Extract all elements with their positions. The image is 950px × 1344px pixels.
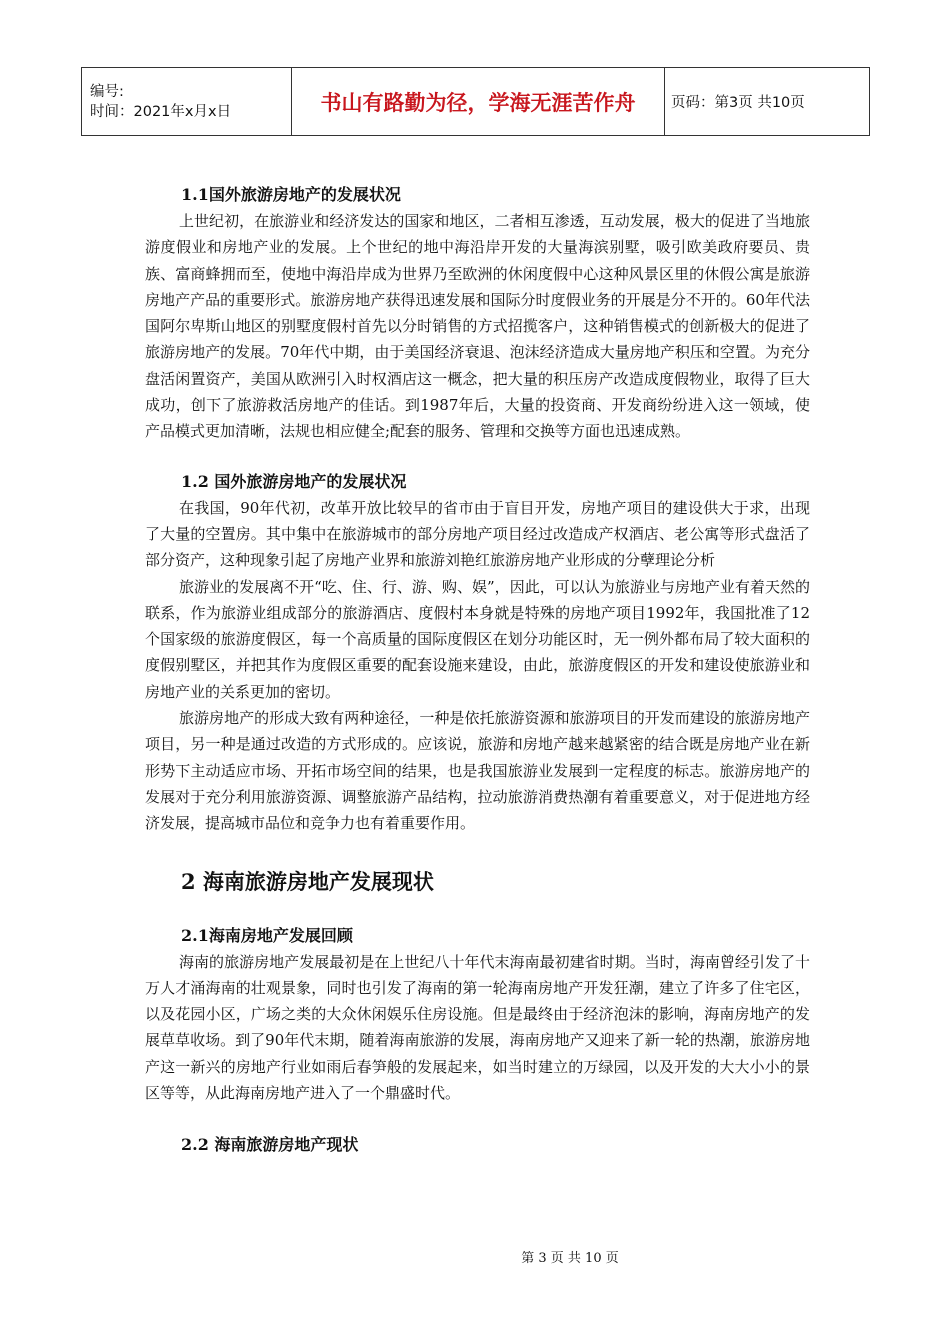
header-motto: 书山有路勤为径，学海无涯苦作舟 — [292, 68, 665, 136]
header-meta-cell — [82, 68, 292, 136]
paragraph: 海南的旅游房地产发展最初是在上世纪八十年代末海南最初建省时期。当时，海南曾经引发了十万人才涌海南的壮观景象，同时也引发了海南的第一轮海南房地产开发狂潮，建立了许多了住宅区，以及花园小区，广场之类的大众休闲娱乐住房设施。但是最终由于经济泡沫的影响，海南房地产的发展草草收场。到了90年代末期，随着海南旅游的发展，海南房地产又迎来了新一轮的热潮，旅游房地产这一新兴的房地产行业如雨后春笋般的发展起来，如当时建立的万绿园，以及开发的大大小小的景区等等，从此海南房地产进入了一个鼎盛时代。 — [145, 952, 810, 1103]
document-body — [145, 182, 810, 1158]
document-header — [81, 67, 870, 136]
chapter-heading-2: 2 海南旅游房地产发展现状 — [181, 868, 434, 894]
section-heading-1-1: 1.1国外旅游房地产的发展状况 — [181, 185, 401, 204]
section-heading-1-2: 1.2 国外旅游房地产的发展状况 — [181, 471, 407, 491]
paragraph: 在我国，90年代初，改革开放比较早的省市由于盲目开发，房地产项目的建设供大于求，出现了大量的空置房。其中集中在旅游城市的部分房地产项目经过改造成产权酒店、老公寓等形式盘活了部分资产，这种现象引起了房地产业界和旅游刘艳红旅游房地产业形成的分孽理论分析 — [145, 498, 810, 570]
paragraph: 旅游业的发展离不开“吃、住、行、游、购、娱”，因此，可以认为旅游业与房地产业有着天然的联系，作为旅游业组成部分的旅游酒店、度假村本身就是特殊的房地产项目1992年，我国批准了12个国家级的旅游度假区，每一个高质量的国际度假区在划分功能区时，无一例外都布局了较大面积的度假别墅区，并把其作为度假区重要的配套设施来建设，由此，旅游度假区的开发和建设使旅游业和房地产业的关系更加的密切。 — [145, 577, 810, 701]
header-page-label: 页码：第3页 共10页 — [665, 68, 870, 136]
paragraph: 上世纪初，在旅游业和经济发达的国家和地区，二者相互渗透，互动发展，极大的促进了当地旅游度假业和房地产业的发展。上个世纪的地中海沿岸开发的大量海滨别墅，吸引欧美政府要员、贵族、富商蜂拥而至，使地中海沿岸成为世界乃至欧洲的休闲度假中心这种风景区里的休假公寓是旅游房地产产品的重要形式。旅游房地产获得迅速发展和国际分时度假业务的开展是分不开的。60年代法国阿尔卑斯山地区的别墅度假村首先以分时销售的方式招揽客户，这种销售模式的创新极大的促进了旅游房地产的发展。70年代中期，由于美国经济衰退、泡沫经济造成大量房地产积压和空置。为充分盘活闲置资产，美国从欧洲引入时权酒店这一概念，把大量的积压房产改造成度假物业，取得了巨大成功，创下了旅游救活房地产的佳话。到1987年后，大量的投资商、开发商纷纷进入这一领域，使产品模式更加清晰，法规也相应健全;配套的服务、管理和交换等方面也迅速成熟。 — [145, 212, 810, 441]
section-heading-2-2: 2.2 海南旅游房地产现状 — [181, 1135, 359, 1155]
doc-code-label: 编号: — [90, 83, 124, 100]
section-heading-2-1: 2.1海南房地产发展回顾 — [181, 925, 353, 945]
page-footer: 第 3 页 共 10 页 — [521, 1251, 619, 1266]
paragraph: 旅游房地产的形成大致有两种途径，一种是依托旅游资源和旅游项目的开发而建设的旅游房地产项目，另一种是通过改造的方式形成的。应该说，旅游和房地产越来越紧密的结合既是房地产业在新形势下主动适应市场、开拓市场空间的结果，也是我国旅游业发展到一定程度的标志。旅游房地产的发展对于充分利用旅游资源、调整旅游产品结构，拉动旅游消费热潮有着重要意义，对于促进地方经济发展，提高城市品位和竞争力也有着重要作用。 — [145, 709, 810, 833]
doc-time-label: 时间：2021年x月x日 — [90, 103, 232, 120]
